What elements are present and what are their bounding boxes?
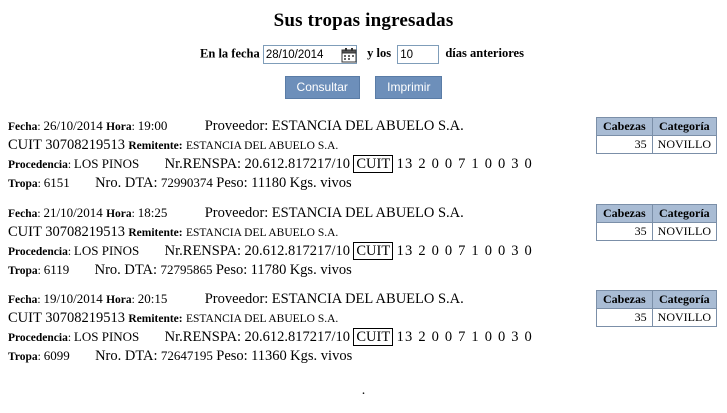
label-tropa: Tropa xyxy=(8,351,38,364)
td-categoria: NOVILLO xyxy=(652,222,716,240)
label-procedencia: Procedencia xyxy=(8,245,68,258)
value-fecha: 26/10/2014 xyxy=(43,118,103,133)
label-proveedor: Proveedor: xyxy=(204,291,269,307)
value-renspa: 20.612.817217/10 xyxy=(244,156,350,173)
label-fecha: Fecha xyxy=(8,207,38,220)
days-input[interactable] xyxy=(397,45,439,64)
label-tropa: Tropa xyxy=(8,264,38,277)
filter-date-label: En la fecha xyxy=(200,46,260,61)
record-line-fecha: Fecha: 19/10/2014 Hora: 20:15 Proveedor: ESTANCIA DEL ABUELO S.A. xyxy=(8,291,464,307)
th-categoria: Categoría xyxy=(652,118,716,136)
filter-ylos-label: y los xyxy=(367,46,392,61)
td-cabezas: 35 xyxy=(597,222,653,240)
record-line-procedencia: Procedencia: LOS PINOS Nr.RENSPA: 20.612.817217/10 CUIT 13 2 0 0 7 1 0 0 3 0 xyxy=(8,329,533,346)
record-line-tropa: Tropa: 6099 Nro. DTA: 72647195 Peso: 11360 Kgs. vivos xyxy=(8,348,353,365)
label-fecha: Fecha xyxy=(8,294,38,306)
value-fecha: 19/10/2014 xyxy=(43,291,103,306)
value-proveedor: ESTANCIA DEL ABUELO S.A. xyxy=(271,118,464,134)
value-remitente: ESTANCIA DEL ABUELO S.A. xyxy=(186,140,339,153)
value-renspa: 20.612.817217/10 xyxy=(244,329,350,346)
label-kgs: Kgs. vivos xyxy=(289,175,352,192)
consultar-button[interactable]: Consultar xyxy=(285,76,360,99)
label-cuit: CUIT xyxy=(8,310,42,327)
value-proveedor: ESTANCIA DEL ABUELO S.A. xyxy=(271,291,464,307)
value-cuit: 30708219513 xyxy=(45,223,125,240)
label-fecha: Fecha xyxy=(8,121,38,133)
label-cuit: CUIT xyxy=(8,137,42,154)
label-renspa: Nr.RENSPA: xyxy=(164,329,242,346)
record-line-fecha: Fecha: 21/10/2014 Hora: 18:25 Proveedor: ESTANCIA DEL ABUELO S.A. xyxy=(8,204,464,221)
label-hora: Hora xyxy=(106,294,132,306)
value-procedencia: LOS PINOS xyxy=(73,329,140,345)
value-peso: 11180 xyxy=(251,175,287,192)
label-remitente: Remitente: xyxy=(128,226,183,239)
label-kgs: Kgs. vivos xyxy=(290,348,353,365)
value-fecha: 21/10/2014 xyxy=(43,204,103,220)
record-line-tropa: Tropa: 6151 Nro. DTA: 72990374 Peso: 11180 Kgs. vivos xyxy=(8,175,352,192)
date-field-wrap xyxy=(263,45,361,64)
td-categoria: NOVILLO xyxy=(652,309,716,327)
table-header-row xyxy=(597,118,717,136)
label-remitente: Remitente: xyxy=(128,140,183,153)
value-hora: 18:25 xyxy=(137,204,168,220)
td-cabezas: 35 xyxy=(597,309,653,327)
label-hora: Hora xyxy=(106,121,132,133)
value-peso: 11780 xyxy=(250,261,287,278)
value-renspa: 20.612.817217/10 xyxy=(244,242,350,259)
th-categoria: Categoría xyxy=(652,291,716,309)
value-dta: 72647195 xyxy=(160,348,213,364)
value-tropa: 6099 xyxy=(43,348,70,364)
calendar-icon[interactable] xyxy=(341,47,357,63)
th-categoria: Categoría xyxy=(652,204,716,222)
th-cabezas: Cabezas xyxy=(597,118,653,136)
value-proveedor: ESTANCIA DEL ABUELO S.A. xyxy=(271,204,464,221)
label-procedencia: Procedencia xyxy=(8,332,68,345)
cuit-box-label: CUIT xyxy=(353,328,393,346)
value-cuit: 30708219513 xyxy=(45,310,125,327)
label-dta: Nro. DTA: xyxy=(94,261,158,278)
table-header-row xyxy=(597,291,717,309)
record-line-tropa: Tropa: 6119 Nro. DTA: 72795865 Peso: 11780 Kgs. vivos xyxy=(8,261,352,278)
label-dta: Nro. DTA: xyxy=(95,348,158,365)
value-cuit: 30708219513 xyxy=(45,137,125,154)
record-line-procedencia: Procedencia: LOS PINOS Nr.RENSPA: 20.612.817217/10 CUIT 13 2 0 0 7 1 0 0 3 0 xyxy=(8,156,533,173)
label-peso: Peso: xyxy=(216,175,248,192)
table-row xyxy=(597,222,717,240)
cuit-box-label: CUIT xyxy=(353,242,393,260)
value-procedencia: LOS PINOS xyxy=(73,156,140,172)
label-remitente: Remitente: xyxy=(128,313,183,326)
label-hora: Hora xyxy=(106,207,132,220)
cuit-box-label: CUIT xyxy=(353,155,393,173)
cabezas-table xyxy=(596,117,717,154)
footer-dot: . xyxy=(361,382,366,398)
value-hora: 20:15 xyxy=(137,291,168,306)
cabezas-table xyxy=(596,204,717,241)
value-procedencia: LOS PINOS xyxy=(73,242,140,258)
table-row xyxy=(597,136,717,154)
imprimir-button[interactable]: Imprimir xyxy=(375,76,442,99)
value-cuit-num: 13 2 0 0 7 1 0 0 3 0 xyxy=(396,242,533,259)
page-title: Sus tropas ingresadas xyxy=(273,10,454,31)
label-peso: Peso: xyxy=(216,348,248,365)
label-renspa: Nr.RENSPA: xyxy=(164,242,242,259)
filter-dias-label: días anteriores xyxy=(445,46,524,61)
td-cabezas: 35 xyxy=(597,136,653,154)
value-cuit-num: 13 2 0 0 7 1 0 0 3 0 xyxy=(396,156,533,173)
value-remitente: ESTANCIA DEL ABUELO S.A. xyxy=(186,226,339,239)
value-remitente: ESTANCIA DEL ABUELO S.A. xyxy=(186,313,339,326)
label-peso: Peso: xyxy=(215,261,248,278)
table-row xyxy=(597,309,717,327)
label-cuit: CUIT xyxy=(8,223,42,240)
label-proveedor: Proveedor: xyxy=(204,118,269,134)
value-tropa: 6151 xyxy=(43,175,70,191)
value-dta: 72795865 xyxy=(160,261,213,277)
record-line-procedencia: Procedencia: LOS PINOS Nr.RENSPA: 20.612.817217/10 CUIT 13 2 0 0 7 1 0 0 3 0 xyxy=(8,242,533,259)
label-proveedor: Proveedor: xyxy=(204,204,269,221)
record-item xyxy=(0,117,727,204)
th-cabezas: Cabezas xyxy=(597,204,653,222)
record-item xyxy=(0,204,727,291)
value-dta: 72990374 xyxy=(160,175,213,191)
td-categoria: NOVILLO xyxy=(652,136,716,154)
label-procedencia: Procedencia xyxy=(8,159,68,172)
label-renspa: Nr.RENSPA: xyxy=(164,156,242,173)
cabezas-table xyxy=(596,290,717,327)
record-line-fecha: Fecha: 26/10/2014 Hora: 19:00 Proveedor: ESTANCIA DEL ABUELO S.A. xyxy=(8,118,464,134)
value-peso: 11360 xyxy=(251,348,287,365)
value-tropa: 6119 xyxy=(43,261,70,277)
records-list xyxy=(0,117,727,377)
value-hora: 19:00 xyxy=(137,118,168,133)
label-kgs: Kgs. vivos xyxy=(289,261,352,278)
th-cabezas: Cabezas xyxy=(597,291,653,309)
record-item xyxy=(0,290,727,377)
table-header-row xyxy=(597,204,717,222)
buttons-row xyxy=(0,76,727,99)
label-tropa: Tropa xyxy=(8,178,38,191)
value-cuit-num: 13 2 0 0 7 1 0 0 3 0 xyxy=(396,329,533,346)
filter-bar xyxy=(0,45,727,64)
label-dta: Nro. DTA: xyxy=(95,175,158,192)
